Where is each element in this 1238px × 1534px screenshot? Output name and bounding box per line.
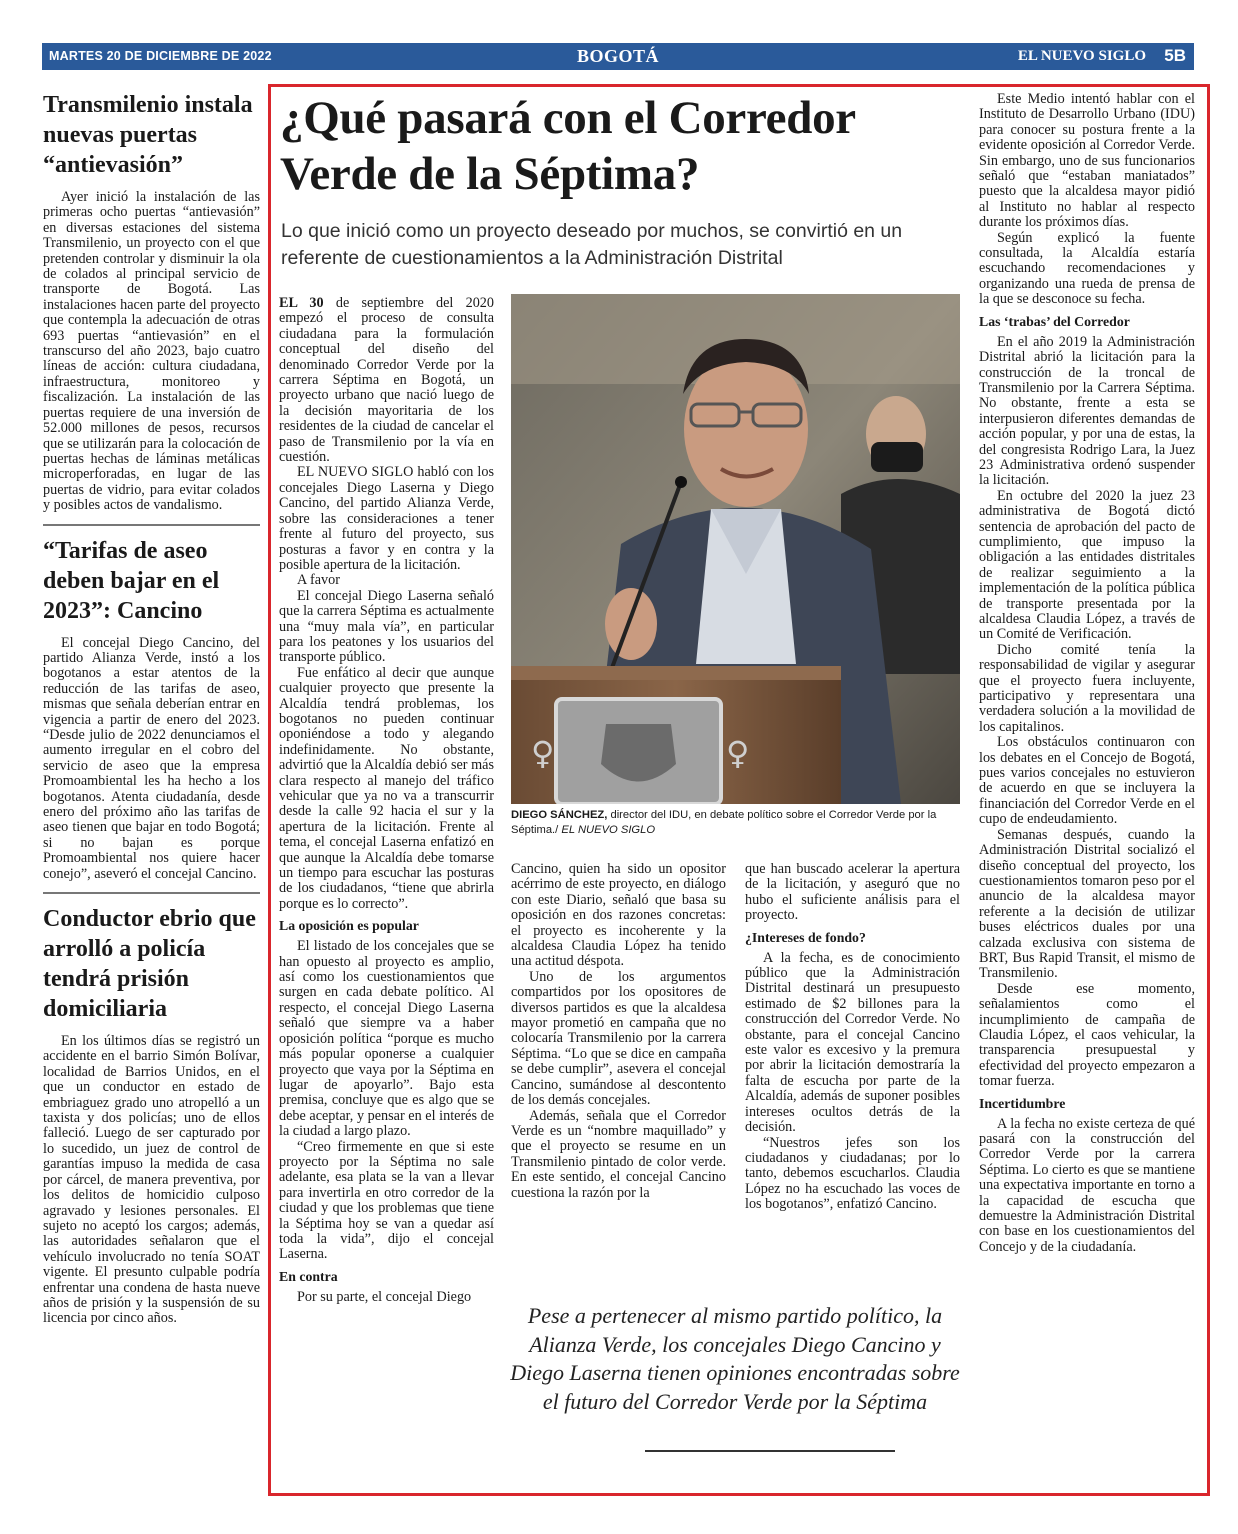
section-name: BOGOTÁ	[576, 46, 659, 66]
article-title: ¿Qué pasará con el Corredor Verde de la Séptima?	[280, 92, 855, 200]
divider	[43, 892, 260, 894]
article-paragraph: Cancino, quien ha sido un opositor acérrimo de este proyecto, en diálogo con este Diario, señaló que basa su oposición en dos razones concretas: el proyecto es incoherente y la alcaldesa Claudia López ha tenido una actitud déspota.	[511, 861, 726, 970]
article-paragraph: Dicho comité tenía la responsabilidad de vigilar y asegurar que el proyecto fuera incluyente, participativo y representara una verdadera solución a la movilidad de los capitalinos.	[979, 641, 1195, 735]
subheading: Las ‘trabas’ del Corredor	[979, 313, 1130, 329]
pull-quote-rule	[645, 1450, 895, 1452]
article-column-4	[979, 92, 1195, 1255]
brief-body: En los últimos días se registró un accidente en el barrio Simón Bolívar, localidad de Barrios Unidos, en el que un conductor en estado de embriaguez grado uno atropelló a un taxista y dos policías; uno de ellos falleció. Luego de ser capturado por lo sucedido, un juez de control de garantías impuso la medida de casa por cárcel, de manera preventiva, por los delitos de homicidio culposo agravado y lesiones personales. El sujeto no aceptó los cargos; además, las autoridades señalaron que el vehículo involucrado no tenía SOAT vigente. El presunto culpable podría enfrentar una condena de hasta nueve años de prisión y la suspensión de su licencia por cinco años.	[43, 1033, 260, 1327]
brief-body: El concejal Diego Cancino, del partido Alianza Verde, instó a los bogotanos a estar atentos de la reducción de las tarifas de aseo, mismas que señala deberían entrar en vigencia a partir de enero del 2023. “Desde julio de 2022 denunciamos el aumento irregular en el cobro del servicio de aseo que la empresa Promoambiental les ha hecho a los bogotanos. Atenta ciudadanía, desde enero del próximo año las tarifas de aseo tienen que bajar en todo Bogotá; si no bajan es porque Promoambiental nos quiere hacer conejo”, aseveró el concejal Cancino.	[43, 634, 260, 882]
article-paragraph: En octubre del 2020 la juez 23 administrativa de Bogotá dictó sentencia de aprobación del pacto de cumplimiento, que impuso la obligación a las entidades distritales de realizar seguimiento a la implementación de la política pública de transporte presentada por la alcaldesa Claudia López, a través de un Comité de Verificación.	[979, 487, 1195, 643]
svg-text:♀: ♀	[531, 734, 555, 772]
sidebar-briefs	[43, 90, 260, 1327]
newspaper-name: EL NUEVO SIGLO	[1017, 48, 1146, 64]
article-paragraph: En el año 2019 la Administración Distrital abrió la licitación para la construcción de la troncal de Transmilenio por la Carrera Séptima. No obstante, frente a esta se interpusieron diferentes demandas de acción popular, y por una de estas, la del congresista Rodrigo Lara, la Juez 23 Administrativa ordenó suspender la licitación.	[979, 333, 1195, 489]
divider	[43, 524, 260, 526]
article-paragraph: Además, señala que el Corredor Verde es un “nombre maquillado” y que el proyecto se resume en un Transmilenio pintado de color verde. En este sentido, el concejal Cancino cuestiona la razón por la	[511, 1107, 726, 1201]
caption-text: director del IDU, en debate político sobre el Corredor Verde por la Séptima./	[511, 809, 937, 836]
brief-title: Conductor ebrio que arrolló a policía tendrá prisión domiciliaria	[43, 906, 256, 1023]
article-column-2	[511, 862, 726, 1201]
article-paragraph: A la fecha, es de conocimiento público que la Administración Distrital destinará un presupuesto estimado de $2 billones para la construcción del Corredor Verde. No obstante, para el concejal Cancino este valor es excesivo y la premura por abrir la licitación demostraría la falta de escucha por parte de la Alcaldía, además de suponer posibles intereses ocultos detrás de la decisión.	[745, 949, 960, 1136]
article-paragraph: El listado de los concejales que se han opuesto al proyecto es amplio, así como los cuestionamientos que surgen en cada debate político. Al respecto, el concejal Diego Laserna señaló que siempre va a haber oposición política “porque es mucho más popular oponerse a cualquier proyecto que vaya por la Séptima en lugar de apoyarlo”. Bajo esta premisa, concluye que es algo que se debe aceptar, y pensar en el interés de la ciudad a largo plazo.	[279, 938, 494, 1140]
article-paragraph: que han buscado acelerar la apertura de la licitación, y aseguró que no hubo el suficiente análisis para el proyecto.	[745, 861, 960, 924]
article-paragraph: Semanas después, cuando la Administración Distrital socializó el diseño conceptual del proyecto, los cuestionamientos tomaron peso por el anuncio de la alcaldesa mayor referente a la decisión de utilizar buses eléctricos duales por una calzada exclusiva con sistema de BRT, Bus Rapid Transit, el mismo de Transmilenio.	[979, 826, 1195, 982]
article-paragraph: Desde ese momento, señalamientos como el incumplimiento de campaña de Claudia López, el caos vehicular, la transparencia presupuestal y efectividad del proyecto empezaron a tomar fuerza.	[979, 980, 1195, 1090]
speaker-photo-illustration	[511, 294, 960, 804]
lead-in: EL 30	[279, 295, 324, 311]
article-paragraph	[279, 296, 494, 465]
article-paragraph: “Creo firmemente en que si este proyecto por la Séptima no sale adelante, esa plata se la van a llevar para invertirla en otro corredor de la ciudad y que los problemas que tiene la Séptima hoy se van a quedar así toda la vida”, dijo el concejal Laserna.	[279, 1138, 494, 1263]
article-paragraph: Según explicó la fuente consultada, la Alcaldía estaría escuchando recomendaciones y organizando una rueda de prensa de la que se desconoce su fecha.	[979, 229, 1195, 308]
subheading: Incertidumbre	[979, 1095, 1066, 1111]
article-column-3	[745, 862, 960, 1213]
article-paragraph: Este Medio intentó hablar con el Instituto de Desarrollo Urbano (IDU) para conocer su postura frente a la evidente oposición al Corredor Verde. Sin embargo, uno de sus funcionarios señaló que “estaban maniatados” puesto que la alcaldesa mayor pidió al Instituto no hablar al respecto durante los próximos días.	[979, 91, 1195, 231]
article-paragraph: A favor	[297, 572, 340, 589]
article-paragraph: A la fecha no existe certeza de qué pasará con la construcción del Corredor Verde por la carrera Séptima. Lo cierto es que se mantiene una expectativa importante en torno a la capacidad de escucha que demuestre la Administración Distrital con base en los cuestionamientos del Concejo y de la ciudadanía.	[979, 1115, 1195, 1255]
lead-text: de septiembre del 2020 empezó el proceso de consulta ciudadana para la formulación conceptual del diseño del denominado Corredor Verde por la carrera Séptima en Bogotá, un proyecto urbano que nació luego de la decisión mayoritaria de los residentes de la ciudad de cancelar el paso de Transmilenio por la vía en cuestión.	[279, 295, 494, 466]
article-paragraph: “Nuestros jefes son los ciudadanos y ciudadanas; por lo tanto, debemos escucharlos. Claudia López no ha escuchado las voces de los bogotanos”, enfatizó Cancino.	[745, 1134, 960, 1213]
article-paragraph: EL NUEVO SIGLO habló con los concejales Diego Laserna y Diego Cancino, del partido Alianza Verde, sobre las consideraciones a tener frente al futuro del proyecto, sus posturas a favor y en contra y la posible apertura de la licitación.	[279, 464, 494, 573]
subheading: ¿Intereses de fondo?	[745, 929, 866, 945]
article-paragraph: Uno de los argumentos compartidos por los opositores de diversos partidos es que la alcaldesa mayor prometió en campaña que no colocaría Transmilenio por la carrera Séptima. “Lo que se dice en campaña se debe cumplir”, asevera el concejal Cancino, sumándose al descontento de los demás concejales.	[511, 968, 726, 1109]
caption-credit: EL NUEVO SIGLO	[558, 824, 656, 836]
article-paragraph: Por su parte, el concejal Diego	[297, 1288, 472, 1305]
article-subtitle: Lo que inició como un proyecto deseado por muchos, se convirtió en un referente de cuestionamientos a la Administración Distrital	[281, 220, 903, 269]
page-number: 5B	[1164, 46, 1186, 65]
brief-body: Ayer inició la instalación de las primeras ocho puertas “antievasión” en diversas estaciones del sistema Transmilenio, un proyecto con el que pretenden controlar y disminuir la ola de colados al principal servicio de transporte de Bogotá. Las instalaciones hacen parte del proyecto que contempla la adecuación de otras 693 puertas “antievasión” en el transcurso del año 2023, bajo cuatro líneas de acción: cultura ciudadana, infraestructura, monitoreo y fiscalización. La instalación de las puertas requiere de una inversión de 52.000 millones de pesos, recursos que se utilizarán para la colocación de puertas hechas de láminas metálicas microperforadas, en lugar de las puertas de vidrio, para evitar colados y posibles actos de vandalismo.	[43, 189, 260, 514]
article-column-1	[279, 296, 494, 1305]
photo-caption	[511, 808, 960, 838]
pull-quote: Pese a pertenecer al mismo partido político, la Alianza Verde, los concejales Diego Cancino y Diego Laserna tienen opiniones encontradas sobre el futuro del Corredor Verde por la Séptima	[510, 1303, 960, 1414]
article-paragraph: Fue enfático al decir que aunque cualquier proyecto que presente la Alcaldía tendrá problemas, los bogotanos no pueden continuar oponiéndose a todo y alegando indefinidamente. No obstante, advirtió que la Alcaldía debió ser más clara respecto al manejo del tráfico vehicular que ya no va a transcurrir desde la calle 92 hacia el sur y la apertura de la licitación. Frente al tema, el concejal Laserna enfatizó en que aunque la Alcaldía debe tomarse un tiempo para escuchar las posturas de los ciudadanos, “tiene que abrirla porque es lo correcto”.	[279, 664, 494, 912]
svg-text:♀: ♀	[726, 734, 750, 772]
article-photo	[511, 294, 960, 804]
article-paragraph: Los obstáculos continuaron con los debates en el Concejo de Bogotá, pues varios concejales no estuvieron de acuerdo en que se incluyera la financiación del Corredor Verde en el cupo de endeudamiento.	[979, 734, 1195, 828]
brief-title: Transmilenio instala nuevas puertas “antievasión”	[43, 92, 253, 178]
issue-date: MARTES 20 DE DICIEMBRE DE 2022	[49, 49, 272, 63]
brief-title: “Tarifas de aseo deben bajar en el 2023”: Cancino	[43, 537, 220, 624]
article-paragraph: El concejal Diego Laserna señaló que la carrera Séptima es actualmente una “muy mala vía”, en particular para los peatones y los usuarios del transporte público.	[279, 587, 494, 666]
subheading: La oposición es popular	[279, 918, 419, 934]
caption-name: DIEGO SÁNCHEZ,	[511, 809, 608, 821]
page-header-bar	[42, 43, 1194, 70]
subheading: En contra	[279, 1268, 338, 1284]
